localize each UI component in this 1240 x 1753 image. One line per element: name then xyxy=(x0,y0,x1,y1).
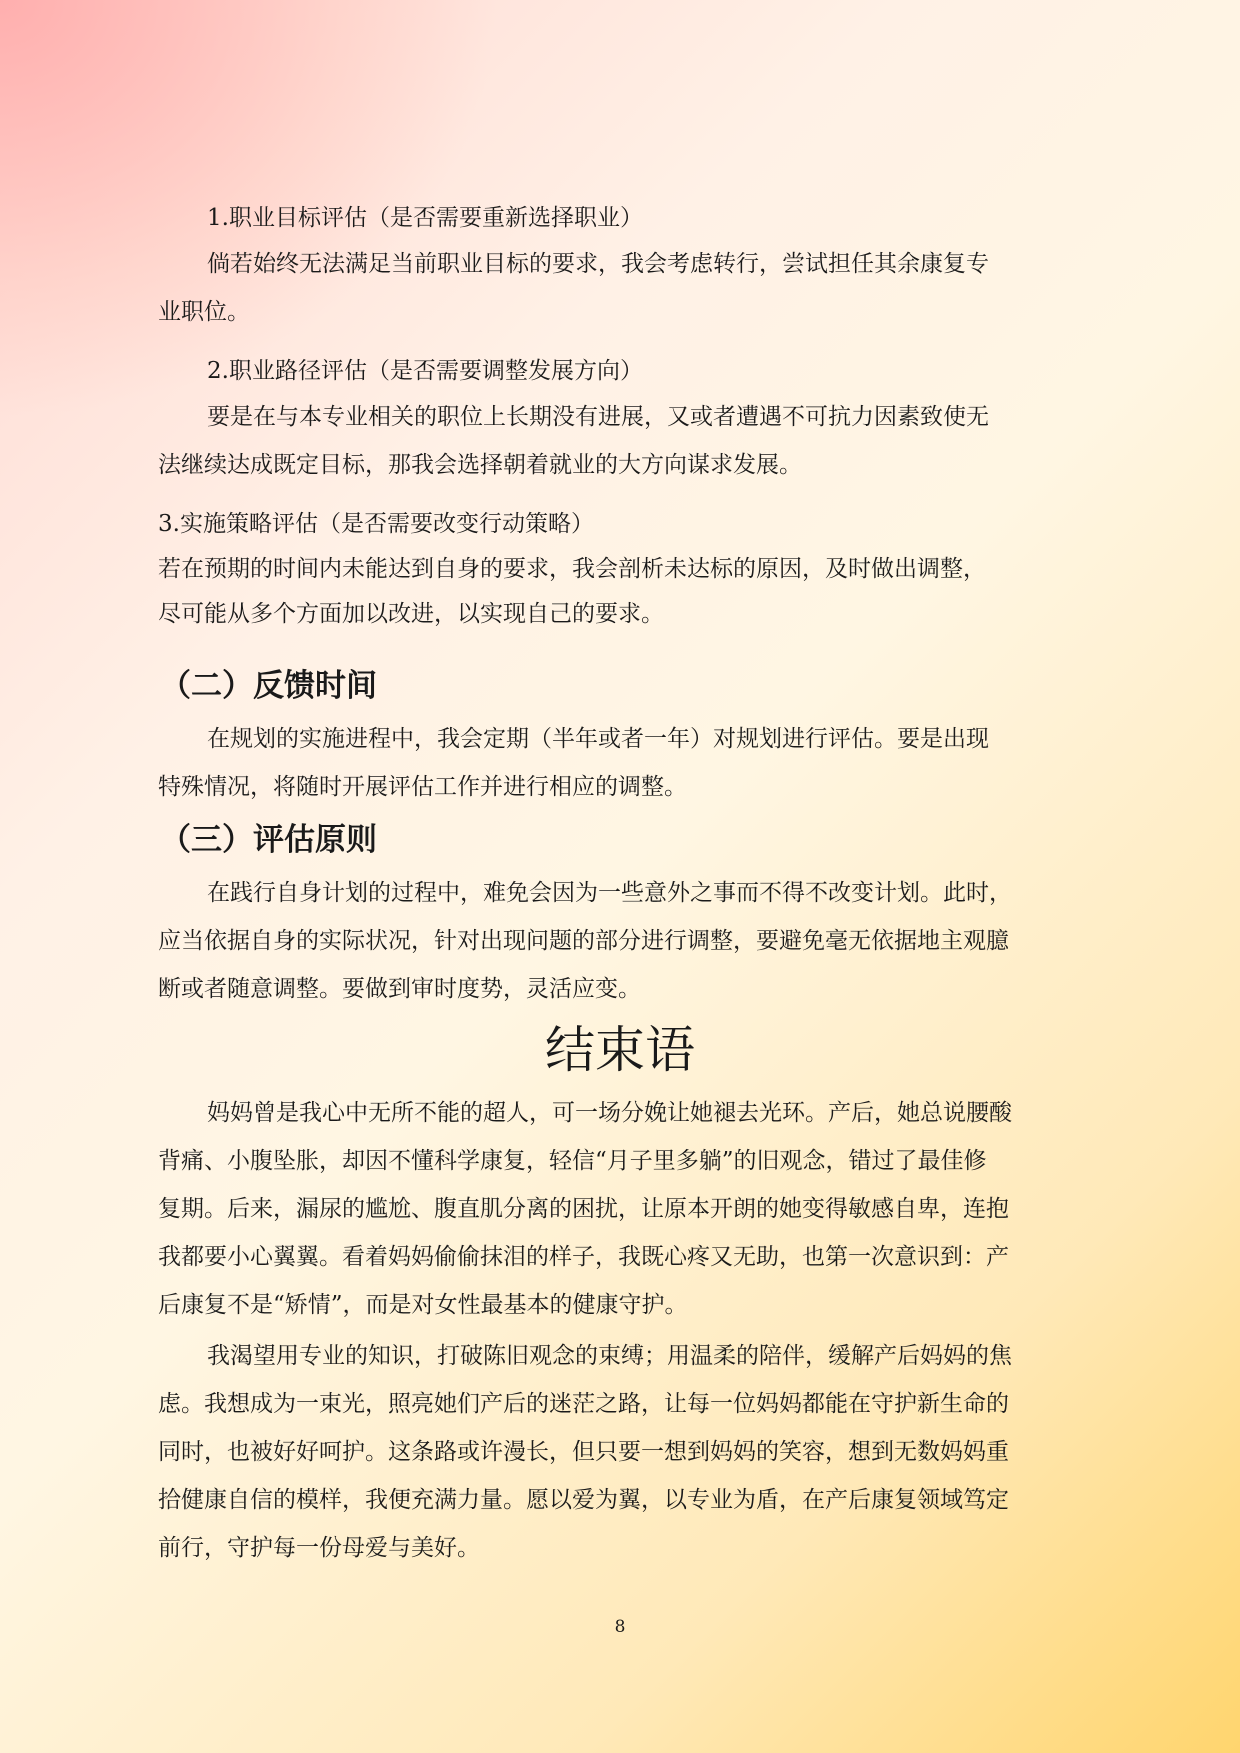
feedback-line-1: 在规划的实施进程中，我会定期（半年或者一年）对规划进行评估。要是出现 xyxy=(207,726,989,752)
item2-line-2: 法继续达成既定目标，那我会选择朝着就业的大方向谋求发展。 xyxy=(158,452,802,478)
item1-line-2: 业职位。 xyxy=(158,299,250,325)
item3-line-2: 尽可能从多个方面加以改进，以实现自己的要求。 xyxy=(158,601,664,627)
feedback-heading: （二）反馈时间 xyxy=(160,668,377,704)
conclusion-heading: 结束语 xyxy=(545,1021,695,1079)
conclusion-p1-line-4: 我都要小心翼翼。看着妈妈偷偷抹泪的样子，我既心疼又无助，也第一次意识到：产 xyxy=(158,1244,1009,1270)
conclusion-p1-line-3: 复期。后来，漏尿的尴尬、腹直肌分离的困扰，让原本开朗的她变得敏感自卑，连抱 xyxy=(158,1196,1009,1222)
principle-line-2: 应当依据自身的实际状况，针对出现问题的部分进行调整，要避免毫无依据地主观臆 xyxy=(158,928,1009,954)
item3-title: 3.实施策略评估（是否需要改变行动策略） xyxy=(158,511,594,537)
item3-line-1: 若在预期的时间内未能达到自身的要求，我会剖析未达标的原因，及时做出调整， xyxy=(158,556,986,582)
principle-line-1: 在践行自身计划的过程中，难免会因为一些意外之事而不得不改变计划。此时， xyxy=(207,880,1012,906)
item1-title: 1.职业目标评估（是否需要重新选择职业） xyxy=(207,205,643,231)
conclusion-p2-line-5: 前行，守护每一份母爱与美好。 xyxy=(158,1535,480,1561)
conclusion-p1-line-2: 背痛、小腹坠胀，却因不懂科学康复，轻信“月子里多躺”的旧观念，错过了最佳修 xyxy=(158,1148,987,1174)
conclusion-p2-line-4: 拾健康自信的模样，我便充满力量。愿以爱为翼，以专业为盾，在产后康复领域笃定 xyxy=(158,1487,1009,1513)
item2-title: 2.职业路径评估（是否需要调整发展方向） xyxy=(207,358,643,384)
conclusion-p1-line-1: 妈妈曾是我心中无所不能的超人，可一场分娩让她褪去光环。产后，她总说腰酸 xyxy=(207,1100,1012,1126)
conclusion-p2-line-1: 我渴望用专业的知识，打破陈旧观念的束缚；用温柔的陪伴，缓解产后妈妈的焦 xyxy=(207,1343,1012,1369)
feedback-line-2: 特殊情况，将随时开展评估工作并进行相应的调整。 xyxy=(158,774,687,800)
item1-line-1: 倘若始终无法满足当前职业目标的要求，我会考虑转行，尝试担任其余康复专 xyxy=(207,251,989,277)
conclusion-p1-line-5: 后康复不是“矫情”，而是对女性最基本的健康守护。 xyxy=(158,1292,688,1318)
conclusion-p2-line-2: 虑。我想成为一束光，照亮她们产后的迷茫之路，让每一位妈妈都能在守护新生命的 xyxy=(158,1391,1009,1417)
principle-line-3: 断或者随意调整。要做到审时度势，灵活应变。 xyxy=(158,976,641,1002)
page-number: 8 xyxy=(614,1617,626,1637)
item2-line-1: 要是在与本专业相关的职位上长期没有进展，又或者遭遇不可抗力因素致使无 xyxy=(207,404,989,430)
principle-heading: （三）评估原则 xyxy=(160,822,377,858)
conclusion-p2-line-3: 同时，也被好好呵护。这条路或许漫长，但只要一想到妈妈的笑容，想到无数妈妈重 xyxy=(158,1439,1009,1465)
